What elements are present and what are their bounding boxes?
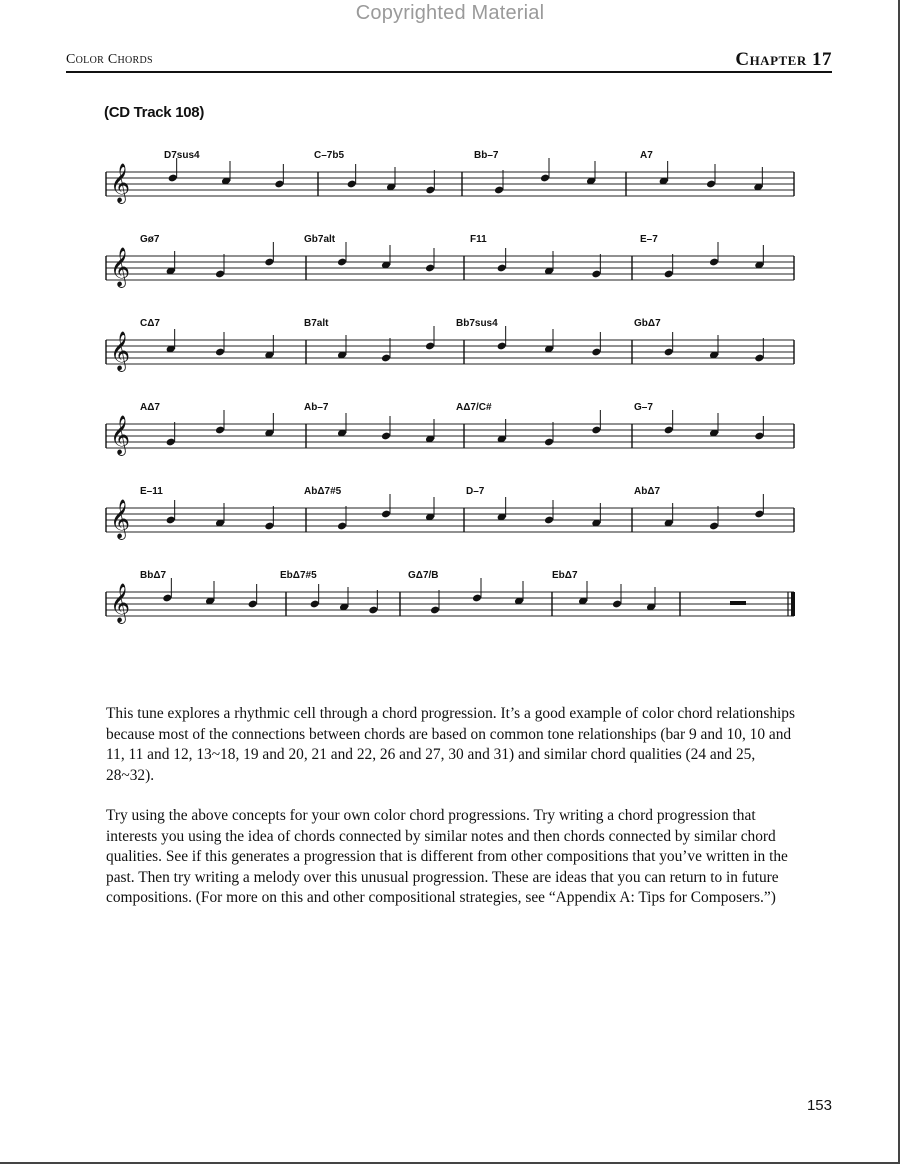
chord-symbol: BbΔ7 [140,570,167,581]
page-number: 153 [806,1097,832,1114]
chord-symbol: G–7 [634,402,653,413]
chord-symbol: B7alt [304,318,329,329]
chord-symbol: EbΔ7 [552,570,578,581]
treble-clef: 𝄞 [110,499,131,539]
running-header-section: Color Chords [66,52,153,67]
treble-clef: 𝄞 [110,163,131,203]
watermark: Copyrighted Material [355,2,545,24]
body-paragraph-1: This tune explores a rhythmic cell through a chord progression. It’s a good example of color chord relationships because most of the connections between chords are based on common tone relationships (bar 9 and 10, 10 and 11, 11 and 12, 13~18, 19 and 20, 21 and 22, 26 and 27, 30 and 31) and similar chord qualities (24 and 25, 28~32). [106,705,795,784]
chord-symbol: D–7 [466,486,485,497]
chord-symbol: CΔ7 [140,318,160,329]
chord-symbol: D7sus4 [164,150,200,161]
chord-symbol: C–7b5 [314,150,345,161]
whole-rest [730,601,746,605]
chord-symbol: AΔ7 [140,402,160,413]
chord-symbol: E–7 [640,234,658,245]
chord-symbol: AbΔ7#5 [304,486,342,497]
chord-symbol: GΔ7/B [408,570,439,581]
treble-clef: 𝄞 [110,331,131,371]
chord-symbol: Gø7 [140,234,160,245]
treble-clef: 𝄞 [110,415,131,455]
cd-track-label: (CD Track 108) [104,104,205,121]
header-rule [66,71,832,73]
lead-sheet-score [100,140,800,660]
running-header-chapter: Chapter 17 [735,49,832,70]
chord-symbol: Gb7alt [304,234,336,245]
chord-symbol: EbΔ7#5 [280,570,317,581]
chord-symbol: AbΔ7 [634,486,661,497]
chord-symbol: E–11 [140,486,163,497]
chord-symbol: F11 [470,234,487,245]
chord-symbol: Bb7sus4 [456,318,498,329]
body-paragraph-2: Try using the above concepts for your own color chord progressions. Try writing a chord progression that interests you using the idea of chords connected by similar notes and then chords connected by similar chord qualities. See if this generates a progression that is different from other compositions that you’ve written in the past. Then try writing a melody over this unusual progression. These are ideas that you can return to in future compositions. (For more on this and other compositional strategies, see “Appendix A: Tips for Composers.”) [106,807,788,907]
chord-symbol: Bb–7 [474,150,499,161]
chord-symbol: Ab–7 [304,402,329,413]
chord-symbol: A7 [640,150,653,161]
chord-symbol: AΔ7/C# [456,402,492,413]
treble-clef: 𝄞 [110,583,131,623]
treble-clef: 𝄞 [110,247,131,287]
chord-symbol: GbΔ7 [634,318,661,329]
